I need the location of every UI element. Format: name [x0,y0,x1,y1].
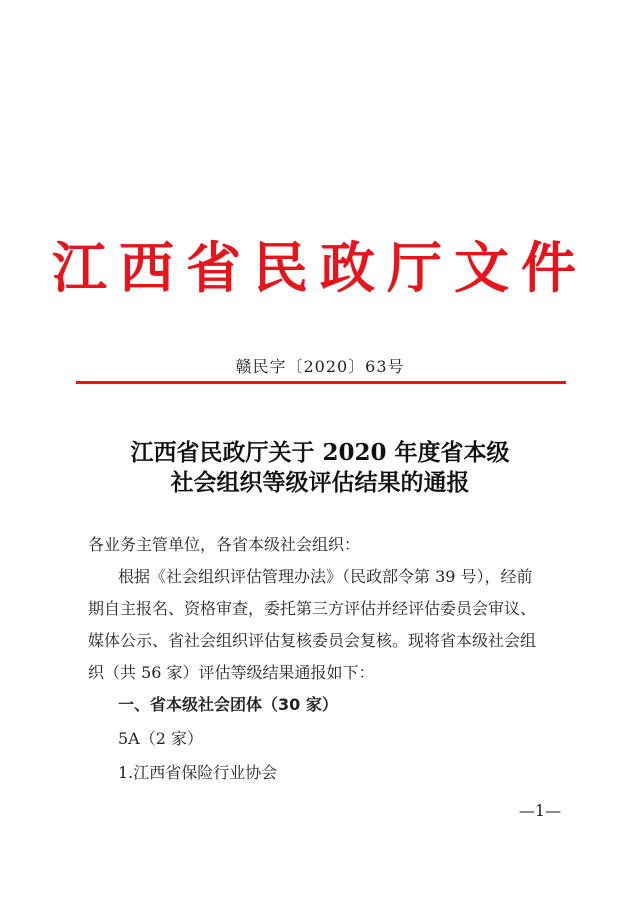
paragraph-line: 织（共 56 家）评估等级结果通报如下： [88,663,375,682]
notice-title-line-2: 社会组织等级评估结果的通报 [170,469,470,496]
grade-line: 5A（2 家） [118,729,204,748]
paragraph-line: 媒体公示、省社会组织评估复核委员会复核。现将省本级社会组 [88,631,537,650]
document-number: 赣民字〔2020〕63号 [235,357,405,376]
header-divider-line [76,381,566,384]
notice-title-line-1: 江西省民政厅关于 2020 年度省本级 [130,439,510,466]
list-item: 1.江西省保险行业协会 [118,763,278,782]
page-number: —1— [518,801,562,820]
document-header-title: 江西省民政厅文件 [51,235,588,300]
section-heading: 一、省本级社会团体（30 家） [118,695,338,714]
salutation: 各业务主管单位，各省本级社会组织： [88,535,361,554]
paragraph-line: 期自主报名、资格审查，委托第三方评估并经评估委员会审议、 [88,599,537,618]
paragraph-line: 根据《社会组织评估管理办法》（民政部令第 39 号），经前 [118,567,533,586]
